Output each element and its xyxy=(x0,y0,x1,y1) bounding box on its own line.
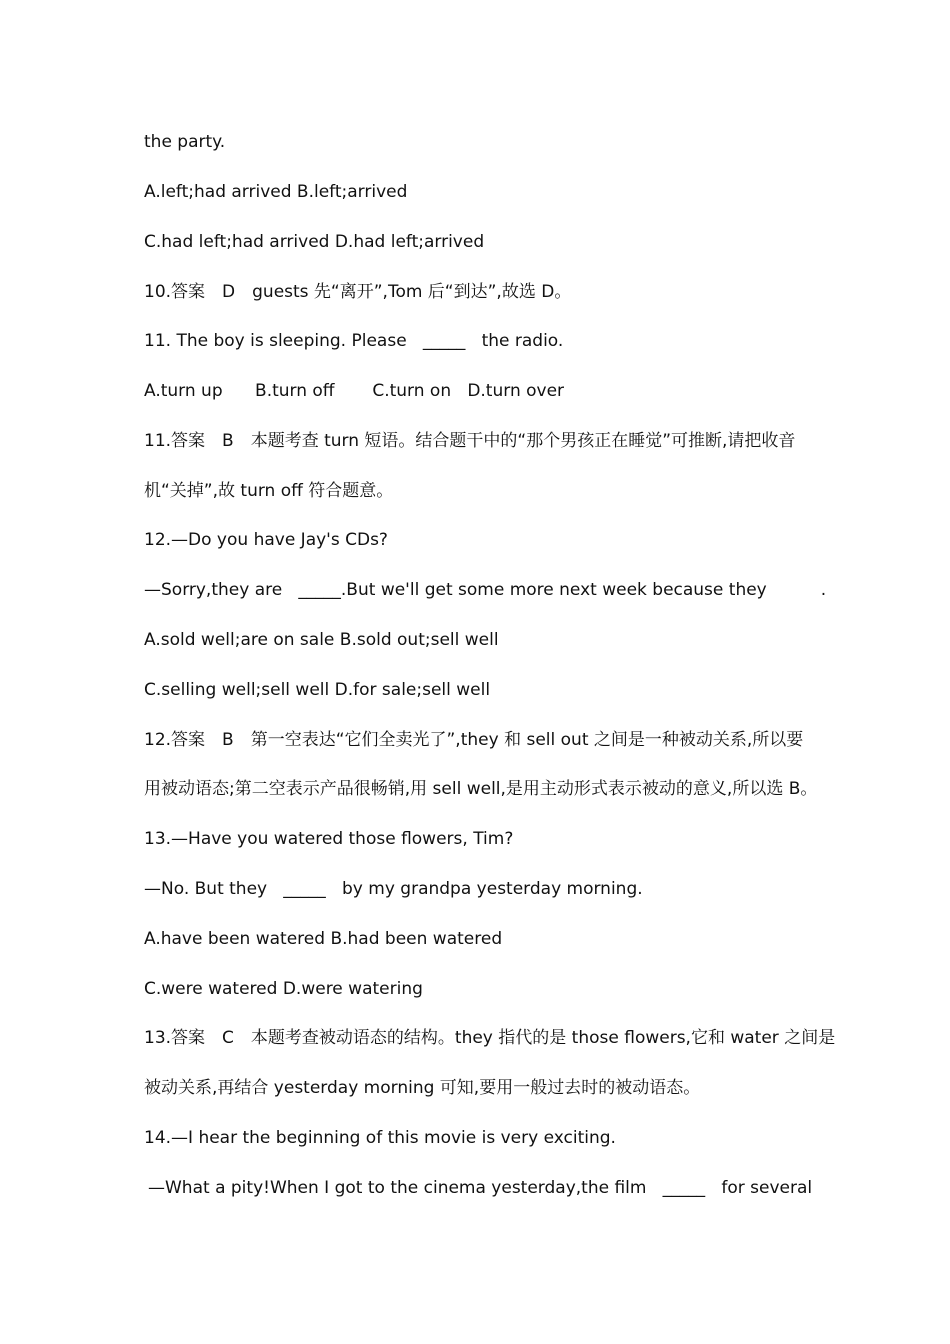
q11-answer-line2: 机“关掉”,故 turn off 符合题意。 xyxy=(144,481,394,501)
q12-options-ab: A.sold well;are on sale B.sold out;sell well xyxy=(144,630,499,650)
q13-answer-line2: 被动关系,再结合 yesterday morning 可知,要用一般过去时的被动语态。 xyxy=(144,1078,701,1098)
q14-stem-line2: —What a pity!When I got to the cinema yesterday,the film _____ for several xyxy=(148,1178,813,1198)
q12-options-cd: C.selling well;sell well D.for sale;sell well xyxy=(144,680,491,700)
text-line-continuation: the party. xyxy=(144,132,226,152)
q12-stem-line1: 12.—Do you have Jay's CDs? xyxy=(144,530,388,550)
q13-options-cd: C.were watered D.were watering xyxy=(144,979,423,999)
q12-answer-line2: 用被动语态;第二空表示产品很畅销,用 sell well,是用主动形式表示被动的意义,所以选 B。 xyxy=(144,779,818,799)
q11-answer-line1: 11.答案 B 本题考查 turn 短语。结合题干中的“那个男孩正在睡觉”可推断,请把收音 xyxy=(144,431,796,451)
q9-options-ab: A.left;had arrived B.left;arrived xyxy=(144,182,408,202)
q13-stem-line1: 13.—Have you watered those flowers, Tim? xyxy=(144,829,514,849)
q14-stem-line1: 14.—I hear the beginning of this movie is very exciting. xyxy=(144,1128,616,1148)
q10-answer: 10.答案 D guests 先“离开”,Tom 后“到达”,故选 D。 xyxy=(144,282,572,302)
q13-stem-line2: —No. But they _____ by my grandpa yesterday morning. xyxy=(144,879,643,899)
q13-options-ab: A.have been watered B.had been watered xyxy=(144,929,503,949)
q12-stem-line2: —Sorry,they are _____.But we'll get some more next week because they . xyxy=(144,580,827,600)
q12-answer-line1: 12.答案 B 第一空表达“它们全卖光了”,they 和 sell out 之间是一种被动关系,所以要 xyxy=(144,730,804,750)
q11-options: A.turn up B.turn off C.turn on D.turn over xyxy=(144,381,565,401)
q9-options-cd: C.had left;had arrived D.had left;arrived xyxy=(144,232,485,252)
q11-stem: 11. The boy is sleeping. Please _____ the radio. xyxy=(144,331,564,351)
q13-answer-line1: 13.答案 C 本题考查被动语态的结构。they 指代的是 those flowers,它和 water 之间是 xyxy=(144,1028,836,1048)
